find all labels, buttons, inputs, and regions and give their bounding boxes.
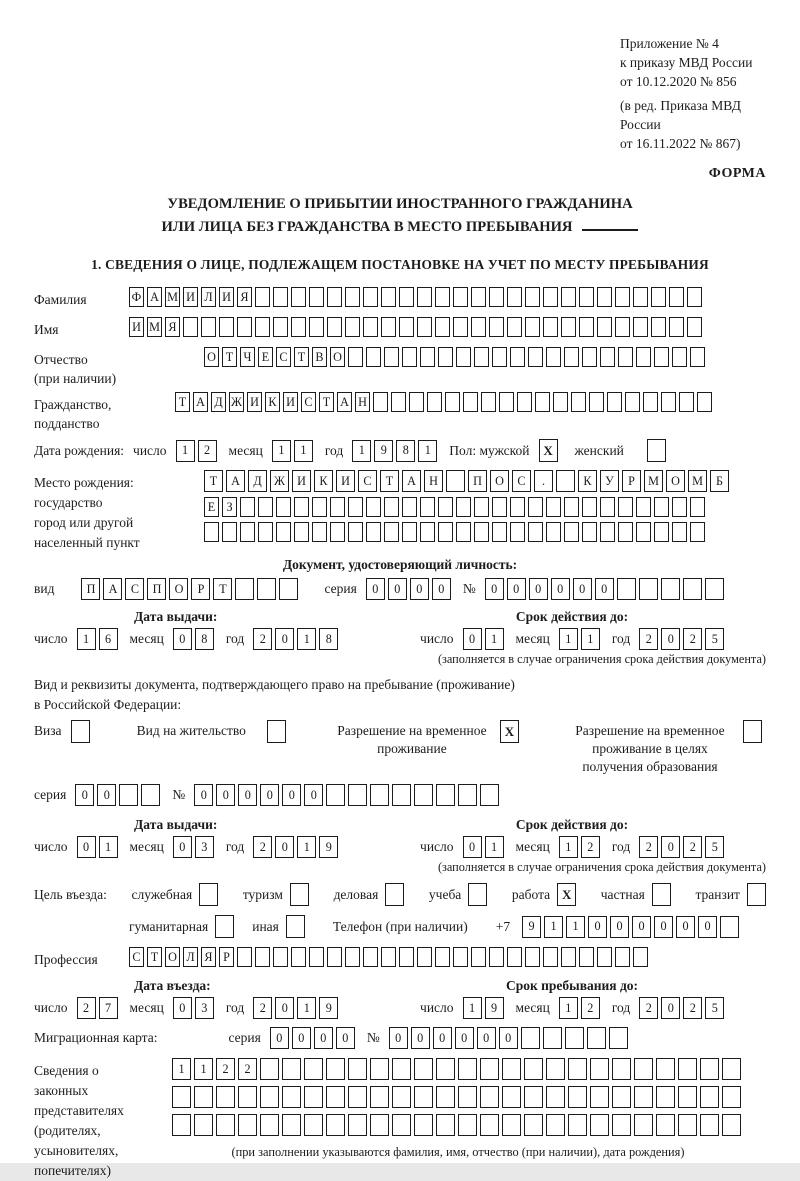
sex-female-checkbox[interactable] xyxy=(647,439,666,462)
birth-year-cells[interactable]: 1 9 8 1 xyxy=(352,440,440,462)
stay-issue-column xyxy=(34,816,378,858)
day-label: число xyxy=(34,631,68,646)
doc-issue-column xyxy=(34,608,378,650)
given-name-cells[interactable]: И М Я xyxy=(129,317,705,337)
purpose-option-study xyxy=(429,883,487,906)
birth-place-cells-column xyxy=(204,470,732,542)
appendix-line: к приказу МВД России xyxy=(620,55,753,70)
appendix-block xyxy=(620,34,766,91)
doc-validity-note: (заполняется в случае ограничения срока действия документа) xyxy=(437,652,766,666)
purpose-option-official xyxy=(131,883,218,906)
day-label: число xyxy=(34,839,68,854)
profession-label: Профессия xyxy=(34,952,98,967)
transit-label: транзит xyxy=(695,886,740,902)
temp-residence-checkbox[interactable]: X xyxy=(500,720,519,743)
purpose-option-transit xyxy=(695,883,766,906)
private-label: частная xyxy=(600,886,645,902)
doc-issue-year-cells[interactable]: 2 0 1 8 xyxy=(253,628,341,650)
citizenship-label xyxy=(34,392,175,433)
purpose-label: Цель въезда: xyxy=(34,886,107,902)
year-label: год xyxy=(611,1000,631,1015)
until-day-cells[interactable]: 1 9 xyxy=(463,997,507,1019)
birth-month-cells[interactable]: 1 1 xyxy=(272,440,316,462)
birth-place-label-city2: населенный пункт xyxy=(34,535,140,550)
tourism-label: туризм xyxy=(242,886,283,902)
edition-line: (в ред. Приказа МВД России xyxy=(620,98,741,132)
appendix-line: от 10.12.2020 № 856 xyxy=(620,74,737,89)
form-title-line1: УВЕДОМЛЕНИЕ О ПРИБЫТИИ ИНОСТРАННОГО ГРАЖДАНИНА xyxy=(167,196,633,212)
representatives-cells-row2[interactable] xyxy=(172,1086,744,1108)
form-title-line2 xyxy=(34,216,766,239)
stay-valid-month-cells[interactable]: 1 2 xyxy=(559,836,603,858)
stay-until-column xyxy=(378,977,766,1019)
purpose-option-work xyxy=(512,883,576,906)
other-purpose-label: иная xyxy=(252,918,279,934)
doc-valid-year-cells[interactable]: 2 0 2 5 xyxy=(639,628,727,650)
stay-issue-day-cells[interactable]: 0 1 xyxy=(77,836,121,858)
transit-checkbox[interactable] xyxy=(747,883,766,906)
doc-valid-heading: Срок действия до: xyxy=(515,609,629,624)
stay-issue-heading: Дата выдачи: xyxy=(134,817,218,832)
given-name-label: Имя xyxy=(34,322,59,337)
purpose-option-humanitarian xyxy=(129,915,234,938)
birth-place-city-cells-2[interactable] xyxy=(204,522,732,542)
day-label: число xyxy=(420,631,454,646)
year-label: год xyxy=(611,839,631,854)
day-label: число xyxy=(420,839,454,854)
day-label: число xyxy=(420,1000,454,1015)
sex-male-checkbox[interactable]: X xyxy=(539,439,558,462)
migration-card-row xyxy=(34,1027,766,1049)
stay-series-label: серия xyxy=(34,787,67,802)
appendix-line: Приложение № 4 xyxy=(620,36,719,51)
year-label: год xyxy=(611,631,631,646)
month-label: месяц xyxy=(515,839,550,854)
entry-dates xyxy=(34,977,766,1019)
until-year-cells[interactable]: 2 0 2 5 xyxy=(639,997,727,1019)
until-month-cells[interactable]: 1 2 xyxy=(559,997,603,1019)
migration-series-label: серия xyxy=(228,1030,261,1045)
citizenship-row xyxy=(34,392,766,433)
stay-issue-year-cells[interactable]: 2 0 1 9 xyxy=(253,836,341,858)
stay-number-cells[interactable]: 0 0 0 0 0 0 xyxy=(194,784,502,806)
private-checkbox[interactable] xyxy=(652,883,671,906)
doc-issue-heading: Дата выдачи: xyxy=(134,609,218,624)
citizenship-label-line1: Гражданство, xyxy=(34,397,112,412)
stay-valid-day-cells[interactable]: 0 1 xyxy=(463,836,507,858)
residence-permit-label: Вид на жительство xyxy=(136,723,246,738)
representatives-block xyxy=(34,1058,766,1181)
title-blank-underline xyxy=(582,217,638,231)
birth-place-state-cells[interactable]: Т А Д Ж И К И С Т А Н П О С . К У Р М О М Б xyxy=(204,470,732,492)
purpose-row xyxy=(34,883,766,906)
birth-place-label-state: государство xyxy=(34,495,103,510)
study-checkbox[interactable] xyxy=(468,883,487,906)
stay-doc-series-row xyxy=(34,784,766,806)
representatives-cells-column xyxy=(172,1058,744,1160)
identity-doc-heading: Документ, удостоверяющий личность: xyxy=(282,557,518,572)
birth-place-city-cells-1[interactable]: Е З xyxy=(204,497,732,517)
doc-kind-label: вид xyxy=(34,581,55,596)
identity-doc-kind-row xyxy=(34,578,766,600)
birth-year-label: год xyxy=(324,442,344,458)
stay-validity-note: (заполняется в случае ограничения срока действия документа) xyxy=(437,860,766,874)
study-label: учеба xyxy=(428,886,462,902)
entry-month-cells[interactable]: 0 3 xyxy=(173,997,217,1019)
stay-doc-intro-line1: Вид и реквизиты документа, подтверждающего право на пребывание (проживание) xyxy=(34,677,515,692)
doc-issue-day-cells[interactable]: 1 6 xyxy=(77,628,121,650)
birth-place-block xyxy=(34,470,766,553)
phone-cells[interactable]: 9 1 1 0 0 0 0 0 0 xyxy=(522,916,742,938)
temp-residence-label: Разрешение на временное проживание xyxy=(337,723,487,756)
doc-number-label: № xyxy=(462,581,476,596)
month-label: месяц xyxy=(515,1000,550,1015)
humanitarian-label: гуманитарная xyxy=(129,918,209,934)
birth-place-label-main: Место рождения: xyxy=(34,475,134,490)
forma-label: ФОРМА xyxy=(708,166,766,181)
surname-row xyxy=(34,287,766,309)
purpose-option-business xyxy=(334,883,405,906)
visa-label: Виза xyxy=(34,723,62,738)
stay-doc-dates xyxy=(34,816,766,858)
entry-day-cells[interactable]: 2 7 xyxy=(77,997,121,1019)
birth-place-label-city1: город или другой xyxy=(34,515,134,530)
stay-option-temp-residence-education xyxy=(566,720,762,776)
migration-number-label: № xyxy=(366,1030,380,1045)
stay-valid-column xyxy=(378,816,766,858)
form-title xyxy=(34,193,766,239)
doc-valid-month-cells[interactable]: 1 1 xyxy=(559,628,603,650)
doc-issue-month-cells[interactable]: 0 8 xyxy=(173,628,217,650)
phone-row xyxy=(34,915,766,938)
sex-male-label: Пол: мужской xyxy=(449,442,530,458)
visa-checkbox[interactable] xyxy=(71,720,90,743)
given-name-row xyxy=(34,317,766,339)
stay-series-cells[interactable]: 0 0 xyxy=(75,784,163,806)
birth-date-row xyxy=(34,439,766,462)
representatives-label-line: Сведения о xyxy=(34,1063,99,1078)
temp-residence-education-label: Разрешение на временное проживание в целях получения образования xyxy=(575,723,725,774)
representatives-cells-row1[interactable]: 1 1 2 2 xyxy=(172,1058,744,1080)
phone-prefix: +7 xyxy=(495,918,511,934)
migration-series-cells[interactable]: 0 0 0 0 xyxy=(270,1027,358,1049)
birth-day-label: число xyxy=(133,442,167,458)
section1-heading: 1. СВЕДЕНИЯ О ЛИЦЕ, ПОДЛЕЖАЩЕМ ПОСТАНОВКЕ НА УЧЕТ ПО МЕСТУ ПРЕБЫВАНИЯ xyxy=(91,257,709,272)
birth-place-labels xyxy=(34,470,204,553)
birth-month-label: месяц xyxy=(228,442,263,458)
patronymic-row xyxy=(34,347,766,388)
purpose-option-tourism xyxy=(243,883,309,906)
form-title-line2-text: ИЛИ ЛИЦА БЕЗ ГРАЖДАНСТВА В МЕСТО ПРЕБЫВАНИЯ xyxy=(161,219,573,235)
work-label: работа xyxy=(511,886,551,902)
representatives-label-line: попечителях) xyxy=(34,1163,111,1178)
business-label: деловая xyxy=(333,886,379,902)
sex-female-label: женский xyxy=(574,442,624,458)
year-label: год xyxy=(225,631,245,646)
stay-until-heading: Срок пребывания до: xyxy=(505,978,639,993)
business-checkbox[interactable] xyxy=(385,883,404,906)
representatives-label-line: усыновителях, xyxy=(34,1143,119,1158)
patronymic-label-line1: Отчество xyxy=(34,352,88,367)
patronymic-label-line2: (при наличии) xyxy=(34,371,117,386)
edition-block xyxy=(620,96,766,153)
doc-series-label: серия xyxy=(324,581,357,596)
citizenship-cells[interactable]: Т А Д Ж И К И С Т А Н xyxy=(175,392,715,412)
temp-residence-education-checkbox[interactable] xyxy=(743,720,762,743)
representatives-label-line: (родителях, xyxy=(34,1123,101,1138)
purpose-option-private xyxy=(601,883,671,906)
citizenship-label-line2: подданство xyxy=(34,416,100,431)
representatives-label-line: представителях xyxy=(34,1103,124,1118)
entry-date-column xyxy=(34,977,378,1019)
stay-valid-heading: Срок действия до: xyxy=(515,817,629,832)
edition-line: от 16.11.2022 № 867) xyxy=(620,136,741,151)
representatives-cells-row3[interactable] xyxy=(172,1114,744,1136)
month-label: месяц xyxy=(129,1000,164,1015)
doc-number-cells[interactable]: 0 0 0 0 0 0 xyxy=(485,578,727,600)
birth-date-label: Дата рождения: xyxy=(34,442,125,458)
entry-date-heading: Дата въезда: xyxy=(134,978,211,993)
month-label: месяц xyxy=(129,839,164,854)
stay-doc-options-row xyxy=(34,720,766,776)
stay-valid-year-cells[interactable]: 2 0 2 5 xyxy=(639,836,727,858)
surname-cells[interactable]: Ф А М И Л И Я xyxy=(129,287,705,307)
patronymic-label xyxy=(34,347,204,388)
doc-series-cells[interactable]: 0 0 0 0 xyxy=(366,578,454,600)
year-label: год xyxy=(225,1000,245,1015)
migration-number-cells[interactable]: 0 0 0 0 0 0 xyxy=(389,1027,631,1049)
month-label: месяц xyxy=(515,631,550,646)
phone-label: Телефон (при наличии) xyxy=(332,918,468,934)
representatives-labels xyxy=(34,1058,172,1181)
doc-valid-day-cells[interactable]: 0 1 xyxy=(463,628,507,650)
stay-issue-month-cells[interactable]: 0 3 xyxy=(173,836,217,858)
patronymic-cells[interactable]: О Т Ч Е С Т В О xyxy=(204,347,708,367)
residence-permit-checkbox[interactable] xyxy=(267,720,286,743)
entry-year-cells[interactable]: 2 0 1 9 xyxy=(253,997,341,1019)
humanitarian-checkbox[interactable] xyxy=(215,915,234,938)
month-label: месяц xyxy=(129,631,164,646)
doc-valid-column xyxy=(378,608,766,650)
purpose-option-other xyxy=(252,915,305,938)
stay-option-visa xyxy=(34,720,90,743)
stay-doc-intro xyxy=(34,675,766,715)
official-label: служебная xyxy=(131,886,193,902)
year-label: год xyxy=(225,839,245,854)
stay-option-residence-permit xyxy=(137,720,286,743)
official-checkbox[interactable] xyxy=(199,883,218,906)
profession-cells[interactable]: С Т О Л Я Р xyxy=(129,947,651,967)
migration-card-label: Миграционная карта: xyxy=(34,1030,158,1045)
day-label: число xyxy=(34,1000,68,1015)
tourism-checkbox[interactable] xyxy=(290,883,309,906)
doc-kind-cells[interactable]: П А С П О Р Т xyxy=(81,578,301,600)
surname-label: Фамилия xyxy=(34,292,87,307)
other-purpose-checkbox[interactable] xyxy=(286,915,305,938)
profession-row xyxy=(34,947,766,969)
birth-day-cells[interactable]: 1 2 xyxy=(176,440,220,462)
stay-doc-intro-line2: в Российской Федерации: xyxy=(34,697,182,712)
identity-doc-dates xyxy=(34,608,766,650)
stay-number-label: № xyxy=(172,787,186,802)
representatives-label-line: законных xyxy=(34,1083,89,1098)
representatives-note: (при заполнении указываются фамилия, имя, отчество (при наличии), дата рождения) xyxy=(231,1145,685,1159)
work-checkbox[interactable]: X xyxy=(557,883,576,906)
stay-option-temp-residence xyxy=(333,720,519,758)
